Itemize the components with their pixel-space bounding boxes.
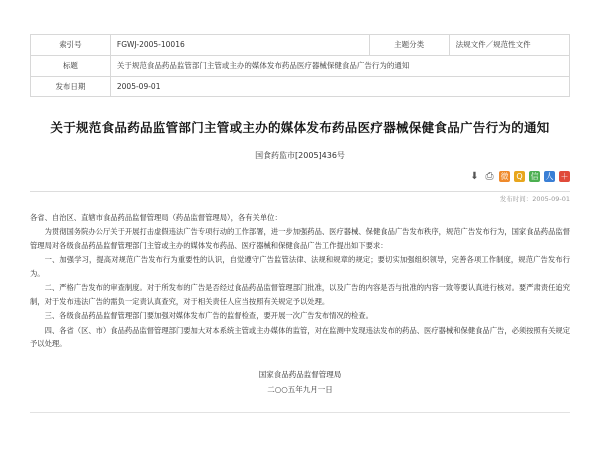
toolbar-divider <box>30 191 570 192</box>
signature-organization: 国家食品药品监督管理局 <box>258 369 342 379</box>
table-row <box>31 76 570 97</box>
publish-date: 发布时间：2005-09-01 <box>499 194 570 203</box>
body-paragraph: 一、加强学习，提高对规范广告发布行为重要性的认识，自觉遵守广告监管法律、法规和规章的规定；要切实加强组织领导，完善各项工作制度，规范广告发布行为。 <box>30 255 570 278</box>
share-wechat-icon[interactable]: 信 <box>530 171 539 181</box>
signature-block <box>30 367 570 399</box>
download-icon[interactable]: ⬇ <box>470 170 479 182</box>
share-renren-icon[interactable]: 人 <box>545 171 554 181</box>
document-metadata-table <box>30 34 570 97</box>
bottom-divider <box>30 412 570 413</box>
share-more-icon[interactable]: ＋ <box>560 171 569 181</box>
meta-value-title: 关于规范食品药品监管部门主管或主办的媒体发布药品医疗器械保健食品广告行为的通知 <box>110 55 569 76</box>
document-number: 国食药监市[2005]436号 <box>255 150 345 160</box>
share-toolbar <box>30 171 570 187</box>
body-paragraph: 为贯彻国务院办公厅关于开展打击虚假违法广告专项行动的工作部署，进一步加强药品、医疗器械、保健食品广告发布秩序，规范广告发布行为，国家食品药品监督管理局对各级食品药品监督管理部门主管或主办的媒体发布药品、医疗器械和保健食品广告工作提出如下要求： <box>30 227 570 250</box>
meta-label-index: 索引号 <box>31 35 111 56</box>
meta-label-date: 发布日期 <box>31 76 111 97</box>
meta-label-category: 主题分类 <box>369 35 449 56</box>
share-qzone-icon[interactable]: Q <box>514 171 525 182</box>
salutation: 各省、自治区、直辖市食品药品监督管理局（药品监督管理局），各有关单位： <box>30 212 282 222</box>
meta-value-index: FGWJ-2005-10016 <box>110 35 369 56</box>
share-weibo-icon[interactable]: 微 <box>500 171 509 181</box>
table-row <box>31 55 570 76</box>
page-title: 关于规范食品药品监管部门主管或主办的媒体发布药品医疗器械保健食品广告行为的通知 <box>50 120 550 136</box>
meta-value-date: 2005-09-01 <box>110 76 569 97</box>
print-icon[interactable]: ⎙ <box>485 170 494 182</box>
signature-date: 二○○五年九月一日 <box>267 385 333 395</box>
body-paragraph: 四、各省（区、市）食品药品监督管理部门要加大对本系统主管或主办媒体的监管，对在监测中发现违法发布的药品、医疗器械和保健食品广告，必须按照有关规定予以处理。 <box>30 325 570 349</box>
body-paragraph: 三、各级食品药品监督管理部门要加强对媒体发布广告的监督检查，要开展一次广告发布情况的检查。 <box>44 311 373 321</box>
document-body <box>30 211 570 351</box>
body-paragraph: 二、严格广告发布的审查制度。对于所发布的广告是否经过食品药品监督管理部门批准，以及广告的内容是否与批准的内容一致等要认真进行核对。要严肃责任追究制，对于发布违法广告的需负一定责认真查究，对于相关责任人应当按照有关规定予以处理。 <box>30 283 570 306</box>
meta-label-title: 标题 <box>31 55 111 76</box>
table-row <box>31 35 570 56</box>
meta-value-category: 法规文件／规范性文件 <box>449 35 569 56</box>
